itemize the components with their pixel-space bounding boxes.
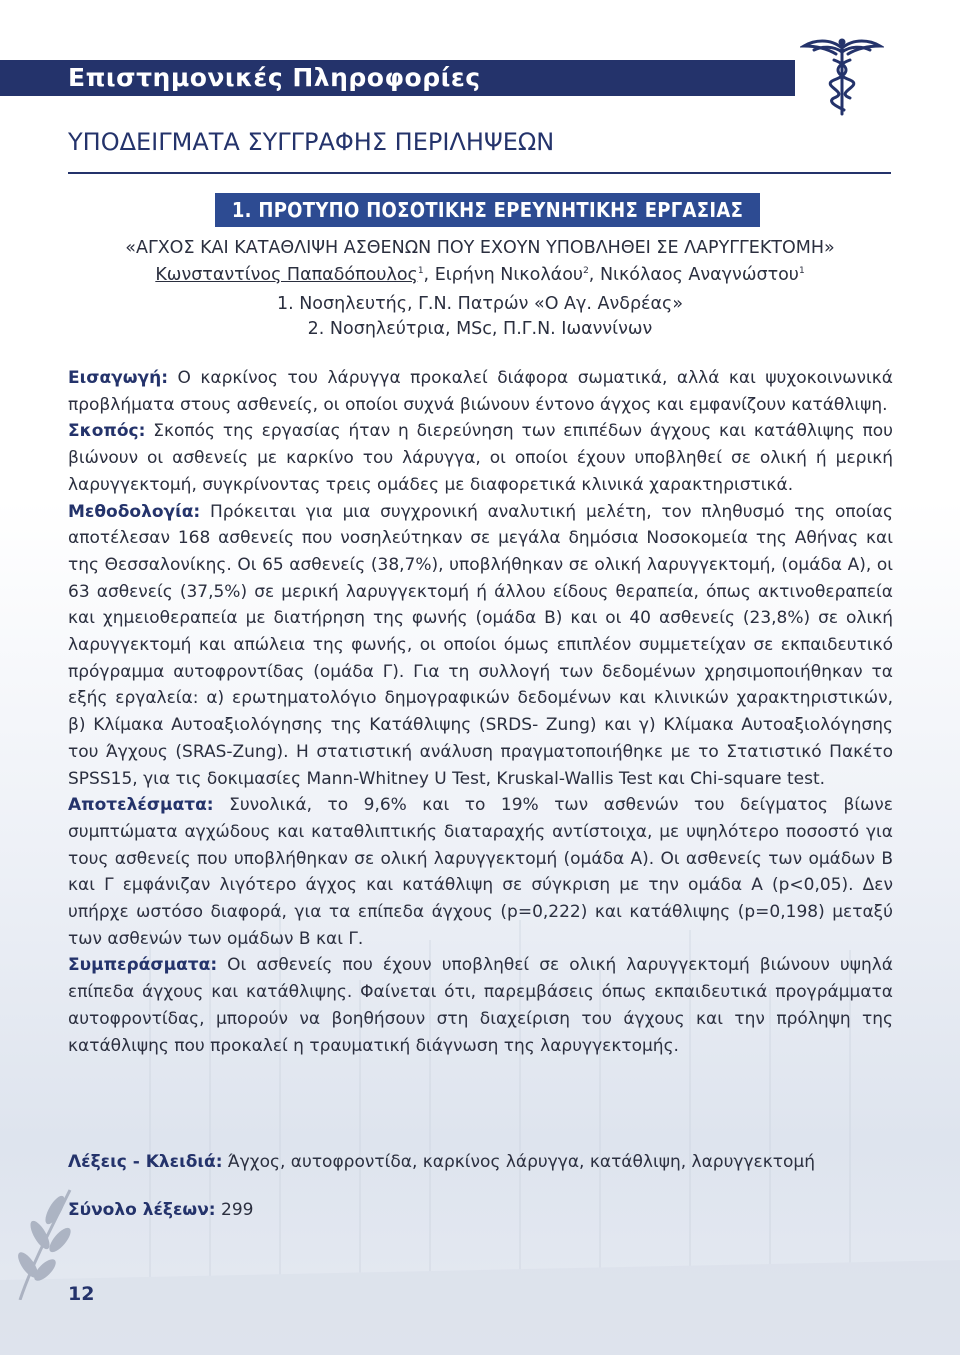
author-name: Ειρήνη Νικολάου [434,265,584,285]
word-count-label: Σύνολο λέξεων: [68,1200,216,1220]
section-label: Εισαγωγή: [68,368,168,388]
section-badge-label: 1. ΠΡΟΤΥΠΟ ΠΟΣΟΤΙΚΗΣ ΕΡΕΥΝΗΤΙΚΗΣ ΕΡΓΑΣΙΑΣ [231,198,744,222]
abstract-results [68,792,893,952]
section-label: Αποτελέσματα: [68,795,214,816]
caduceus-icon [800,34,884,118]
abstract-introduction [68,365,893,418]
page-number: 12 [68,1283,95,1305]
abstract-body [68,365,893,1059]
keywords-text: Άγχος, αυτοφροντίδα, καρκίνος λάρυγγα, κατάθλιψη, λαρυγγεκτομή [222,1152,815,1172]
abstract-conclusions [68,952,893,1059]
abstract-methodology [68,499,893,793]
author-list: Κωνσταντίνος Παπαδόπουλος$^1$, Ειρήνη Νικολάου$^2$, Νικόλαος Αναγνώστου$^1$ [155,265,805,285]
keywords [68,1152,815,1172]
author-affiliation-marker: 1 [798,266,805,277]
paper-title: «ΑΓΧΟΣ ΚΑΙ ΚΑΤΑΘΛΙΨΗ ΑΣΘΕΝΩΝ ΠΟΥ ΕΧΟΥΝ ΥΠΟΒΛΗΘΕΙ ΣΕ ΛΑΡΥΓΓΕΚΤΟΜΗ» [125,238,835,258]
author-name: Νικόλαος Αναγνώστου [599,265,799,285]
section-text: Οι ασθενείς που έχουν υποβληθεί σε ολική λαρυγγεκτομή βιώνουν υψηλά επίπεδα άγχους και κατάθλιψης. Φαίνεται ότι, παρεμβάσεις όπως εκπαιδευτικά προγράμματα αυτοφροντίδας, μπορούν να βοηθήσουν στη διαχείριση του άγχους και την πρόληψη της κατάθλιψης που προκαλεί η τραυματική διάγνωση της λαρυγγεκτομής. [68,955,893,1056]
word-count [68,1200,253,1220]
word-count-value: 299 [215,1200,254,1220]
abstract-aim [68,418,893,498]
keywords-label: Λέξεις - Κλειδιά: [68,1152,223,1172]
section-text: Συνολικά, το 9,6% και το 19% των ασθενών του δείγματος βίωνε συμπτώματα αγχώδους και καταθλιπτικής διαταραχής αντίστοιχα, με υψηλότερο ποσοστό για τους ασθενείς που υποβλήθηκαν σε ολική λαρυγγεκτομή (ομάδα Α). Οι ασθενείς των ομάδων Β και Γ εμφάνιζαν λιγότερο άγχος και κατάθλιψη σε σύγκριση με την ομάδα Α (p<0,05). Δεν υπήρχε ωστόσο διαφορά, για τα επίπεδα άγχους (p=0,222) και κατάθλιψης (p=0,198) μεταξύ των ασθενών των ομάδων Β και Γ. [68,795,893,949]
header-bar [0,60,795,96]
section-label: Μεθοδολογία: [68,501,201,522]
header-title: Επιστημονικές Πληροφορίες [68,63,481,92]
affiliation: 1. Νοσηλευτής, Γ.Ν. Πατρών «Ο Αγ. Ανδρέας» [276,294,684,314]
author-affiliation-marker: 2 [583,266,589,277]
section-text: Σκοπός της εργασίας ήταν η διερεύνηση των επιπέδων άγχους και κατάθλιψης που βιώνουν οι ασθενείς με καρκίνο του λάρυγγα, οι οποίοι έχουν υποβληθεί σε ολική ή μερική λαρυγγεκτομή, συγκρίνοντας τρεις ομάδες με διαφορετικά κλινικά χαρακτηριστικά. [68,421,893,495]
section-heading: ΥΠΟΔΕΙΓΜΑΤΑ ΣΥΓΓΡΑΦΗΣ ΠΕΡΙΛΗΨΕΩΝ [68,128,555,156]
section-badge [215,193,760,227]
author-name: Κωνσταντίνος Παπαδόπουλος [155,265,418,285]
section-text: Πρόκειται για μια συγχρονική αναλυτική μελέτη, τον πληθυσμό της οποίας αποτέλεσαν 168 ασθενείς που νοσηλεύτηκαν σε μεγάλα δημόσια Νοσοκομεία της Αθήνας και της Θεσσαλονίκης. Οι 65 ασθενείς (38,7%), υποβλήθηκαν σε ολική λαρυγγεκτομή, (ομάδα Α), οι 63 ασθενείς (37,5%) σε μερική λαρυγγεκτομή ή άλλου είδους θεραπεία, όπως ακτινοθεραπεία και χημειοθεραπεία με διατήρηση της φωνής (ομάδα Β) και οι 40 ασθενείς (23,8%) σε ολική λαρυγγεκτομή και απώλεια της φωνής, οι οποίοι όμως επιπλέον συμμετείχαν σε εκπαιδευτικό πρόγραμμα αυτοφροντίδας (ομάδα Γ). Για τη συλλογή των δεδομένων χρησιμοποιήθηκαν τα εξής εργαλεία: α) ερωτηματολόγιο δημογραφικών δεδομένων και κλινικών χαρακτηριστικών, β) Κλίμακα Αυτοαξιολόγησης της Κατάθλιψης (SRDS- Zung) και γ) Κλίμακα Αυτοαξιολόγησης του Άγχους (SRAS-Zung). Η στατιστική ανάλυση πραγματοποιήθηκε με το Στατιστικό Πακέτο SPSS15, για τις δοκιμασίες Mann-Whitney U Test, Kruskal-Wallis Test και Chi-square test. [68,501,893,789]
heading-divider [68,172,891,174]
affiliation: 2. Νοσηλεύτρια, MSc, Π.Γ.Ν. Ιωαννίνων [307,319,653,339]
olive-branch-icon [0,1170,90,1300]
section-label: Σκοπός: [68,421,146,442]
author-affiliation-marker: 1 [417,266,424,277]
section-text: Ο καρκίνος του λάρυγγα προκαλεί διάφορα σωματικά, αλλά και ψυχοκοινωνικά προβλήματα στους ασθενείς, οι οποίοι συχνά βιώνουν έντονο άγχος και εμφανίζουν κατάθλιψη. [68,368,893,415]
section-label: Συμπεράσματα: [68,955,218,976]
